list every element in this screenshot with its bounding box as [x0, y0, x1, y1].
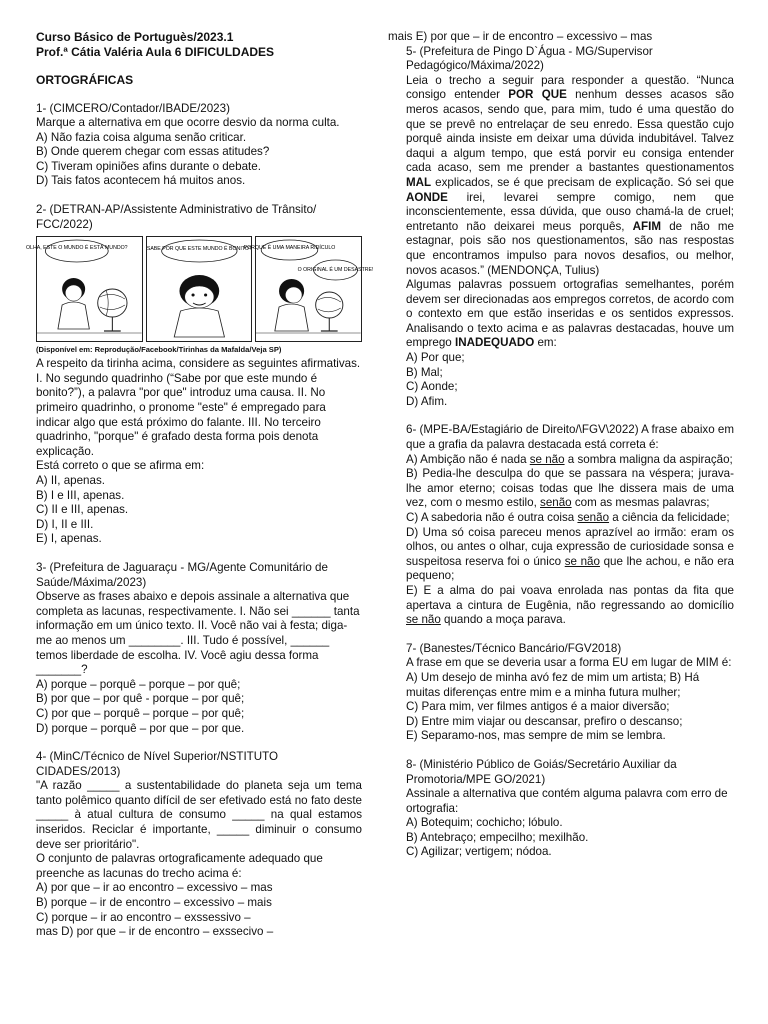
- option: B) Mal;: [406, 365, 443, 379]
- option: [388, 467, 734, 511]
- option: A) II, apenas.: [36, 474, 105, 487]
- option: A) Botequim; cochicho; lóbulo.: [406, 816, 563, 830]
- text-segment: com as mesmas palavras;: [571, 496, 710, 510]
- highlight-afim: AFIM: [632, 219, 662, 233]
- option: A) por que – ir ao encontro – excessivo – mas: [36, 881, 273, 895]
- option: [388, 526, 734, 584]
- option: C) Tiveram opiniões afins durante o debate.: [36, 159, 261, 173]
- text-segment: A) Ambição não é nada: [406, 452, 530, 466]
- option: E) I, apenas.: [36, 532, 102, 546]
- option: B) Onde querem chegar com essas atitudes?: [36, 145, 270, 159]
- underlined-word: senão: [540, 496, 572, 510]
- comic-balloon-4: O ORIGINAL É UM DESASTRE!: [297, 267, 374, 274]
- text-segment: B) Pedia-lhe desculpa do que se passara na véspera; jurava-lhe amor eterno; coisas todas que lhe dissera mais de uma vez, com o mesmo estilo,: [406, 467, 734, 510]
- option: mas D) por que – ir de encontro – exssecivo –: [36, 925, 274, 939]
- text-segment: D) Uma só coisa pareceu menos aprazível ao irmão: eram os olhos, ou antes o olhar, cuja expressão de curiosidade sonsa e suspeitosa reserva foi o único: [406, 525, 734, 568]
- header-course: Curso Básico de Portuguès/2023.1: [36, 30, 234, 44]
- text-segment: E) E a alma do pai voava enrolada nas pontas da fita que apertava a cintura de Eugênia, não regressando ao domicílio: [406, 583, 734, 612]
- comic-strip: [25, 236, 374, 342]
- comic-panel-1: [25, 236, 143, 342]
- text-segment: a ciência da felicidade;: [609, 511, 730, 524]
- question-8-stem: Assinale a alternativa que contém alguma palavra com erro de ortografia:: [406, 787, 728, 815]
- text-segment: Algumas palavras possuem ortografias semelhantes, porém devem ser direcionadas aos empregos corretos, de acordo com o contexto em que estão inseridas e os sentidos expressos. Analisando o texto acima e as palavras destacadas, houve um emprego: [406, 278, 735, 350]
- option: D) Entre mim viajar ou descansar, prefiro o descanso;: [406, 714, 683, 728]
- question-2-stem: A respeito da tirinha acima, considere as seguintes afirmativas.: [36, 357, 361, 371]
- option: B) por que – por quê - porque – por quê;: [36, 692, 245, 706]
- option: D) Tais fatos acontecem há muitos anos.: [36, 174, 246, 188]
- header-professor: Prof.ª Cátia Valéria Aula 6 DIFICULDADES: [36, 44, 275, 59]
- option: A) Por que;: [406, 351, 465, 365]
- question-4-prompt: O conjunto de palavras ortograficamente adequado que preenche as lacunas do trecho acima é:: [36, 852, 323, 880]
- question-2-title: 2- (DETRAN-AP/Assistente Administrativo de Trânsito/ FCC/2022): [36, 203, 317, 231]
- option: B) porque – ir de encontro – excessivo – mais: [36, 896, 272, 910]
- text-segment: de não me estagnar, pois são nos questionamentos, são nas respostas que encontramos impulso para novos desafios, ou melhor, novos acasos.” (MENDONÇA, Tulius): [406, 219, 734, 277]
- text-segment: a sombra maligna da aspiração;: [564, 452, 733, 466]
- option: D) I, II e III.: [36, 517, 94, 531]
- option: A) porque – porquê – porque – por quê;: [36, 677, 241, 691]
- question-7-stem: A frase em que se deveria usar a forma EU em lugar de MIM é:: [406, 656, 732, 670]
- comic-balloon-3: PORQUE É UMA MANEIRA RIDÍCULO: [243, 245, 336, 252]
- highlight-por-que: POR QUE: [508, 88, 567, 102]
- underlined-word: senão: [577, 511, 610, 524]
- highlight-aonde: AONDE: [406, 190, 448, 204]
- left-column: [25, 30, 374, 940]
- option: D) Afim.: [406, 394, 448, 408]
- option: B) Antebraço; empecilho; mexilhão.: [406, 830, 589, 844]
- question-8-title: 8- (Ministério Público de Goiás/Secretário Auxiliar da Promotoria/MPE GO/2021): [406, 757, 677, 786]
- question-7-title: 7- (Banestes/Técnico Bancário/FGV2018): [406, 641, 622, 655]
- header-topic: ORTOGRÁFICAS: [36, 73, 134, 87]
- question-4: [36, 750, 362, 940]
- text-segment: em:: [534, 336, 557, 350]
- option: [388, 453, 734, 468]
- option: C) Agilizar; vertigem; nódoa.: [406, 845, 552, 859]
- question-5: [388, 45, 734, 410]
- question-1-stem: Marque a alternativa em que ocorre desvio da norma culta.: [36, 116, 340, 130]
- option: D) porque – porquê – por que – por que.: [36, 721, 245, 735]
- option: C) Aonde;: [406, 380, 458, 394]
- question-3-stem: Observe as frases abaixo e depois assinale a alternativa que completa as lacunas, respectivamente. I. Não sei ______ tanta informação em um único texto. II. Você não vai à festa; diga-me ao menos um ________. III. Tudo é possível, ______ temos liberdade de escolha. IV. Você agiu dessa forma _______?: [36, 590, 360, 677]
- text-segment: C) A sabedoria não é outra coisa: [406, 511, 578, 524]
- question-5-stem: [388, 278, 734, 351]
- question-4-title: 4- (MinC/Técnico de Nível Superior/NSTITUTO CIDADES/2013): [36, 750, 279, 778]
- comic-panel-2-drawing: [147, 237, 252, 341]
- comic-panel-3: [243, 236, 374, 342]
- option: C) por que – porquê – porque – por quê;: [36, 706, 245, 720]
- text-segment: que lhe achou, e não era pequeno;: [406, 554, 734, 583]
- option: [388, 511, 734, 526]
- question-2: [25, 203, 374, 547]
- underlined-word: se não: [529, 452, 565, 466]
- option: C) II e III, apenas.: [36, 503, 129, 517]
- option: B) I e III, apenas.: [36, 488, 125, 502]
- underlined-word: se não: [406, 613, 441, 627]
- question-7: [388, 642, 734, 744]
- question-1: [36, 102, 362, 190]
- text-segment: irei, levarei sempre comigo, nem que inconscientemente, essa dúvida, que ouso chamá-la de cruel; entretanto não deixarei meus porquês,: [406, 190, 734, 233]
- option: E) Separamo-nos, mas sempre de mim se lembra.: [406, 729, 666, 743]
- option: [388, 584, 734, 628]
- question-3: [36, 561, 362, 736]
- question-2-statements: I. No segundo quadrinho (“Sabe por que este mundo é bonito?”), a palavra "por que" introduz uma causa. II. No primeiro quadrinho, o pronome "este" é empregado para indicar algo que está próximo do falante. III. No terceiro quadrinho, "porque" é grafado desta forma pois denota explicação.: [36, 371, 326, 458]
- question-1-title: 1- (CIMCERO/Contador/IBADE/2023): [36, 101, 230, 115]
- question-5-title: 5- (Prefeitura de Pingo D`Água - MG/Supervisor Pedagógico/Máxima/2022): [406, 44, 653, 73]
- right-column: [388, 30, 734, 860]
- text-segment: nenhum desses acasos são meros acasos, sendo que, para mim, tudo é uma questão do que se prevê no entrelaçar de seu enredo. Essa questão cujo porquê ainda insiste em deixar uma dúvida indubitável. Talvez daqui a algum tempo, que está porvir eu consiga entender cada acaso, sem me prender a bastantes questionamentos: [406, 88, 734, 175]
- question-2-prompt: Está correto o que se afirma em:: [36, 459, 205, 473]
- highlight-inadequado: INADEQUADO: [454, 336, 535, 350]
- comic-panel-2: [146, 236, 253, 342]
- option: A) Não fazia coisa alguma senão criticar.: [36, 130, 247, 144]
- text-segment: Leia o trecho a seguir para responder a questão. “Nunca consigo entender: [406, 73, 734, 102]
- highlight-mal: MAL: [406, 175, 432, 189]
- option: C) porque – ir ao encontro – exssessivo –: [36, 910, 251, 924]
- text-segment: explicados, se é que precisam de explicação. Só sei que: [431, 175, 734, 189]
- comic-balloon-1: OLHA, ESTE O MUNDO É ESTÁ MUNDO?: [25, 245, 128, 252]
- text-segment: quando a moça parava.: [440, 613, 566, 627]
- question-6: [388, 423, 734, 627]
- underlined-word: se não: [564, 554, 600, 568]
- comic-balloon-2: SABE POR QUE ESTE MUNDO É BONITO?: [146, 246, 252, 253]
- option: C) Para mim, ver filmes antigos é a maior diversão;: [406, 700, 670, 714]
- question-4-stem: "A razão _____ a sustentabilidade do planeta seja um tema tanto polêmico quanto difícil de ser efetivado está no fato deste _____ à atual cultura de consumo _____ na qual estamos inseridos. Reciclar é importante, _____ diminuir o consumo deve ser prioritário".: [36, 779, 362, 851]
- comic-caption: (Disponível em: Reprodução/Facebook/Tirinhas da Mafalda/Veja SP): [36, 345, 282, 355]
- comic-panel-3-drawing: [243, 237, 374, 341]
- option: A) Um desejo de minha avó fez de mim um artista; B) Há muitas diferenças entre mim e a minha futura mulher;: [406, 670, 700, 699]
- comic-panel-1-drawing: [25, 237, 142, 341]
- question-6-title: 6- (MPE-BA/Estagiário de Direito/\FGV\2022) A frase abaixo em que a grafia da palavra destacada está correta é:: [406, 423, 734, 452]
- question-5-text: [388, 74, 734, 278]
- question-3-title: 3- (Prefeitura de Jaguaraçu - MG/Agente Comunitário de Saúde/Máxima/2023): [36, 560, 328, 589]
- question-8: [388, 758, 734, 860]
- question-4-continuation: mais E) por que – ir de encontro – excessivo – mas: [388, 30, 653, 43]
